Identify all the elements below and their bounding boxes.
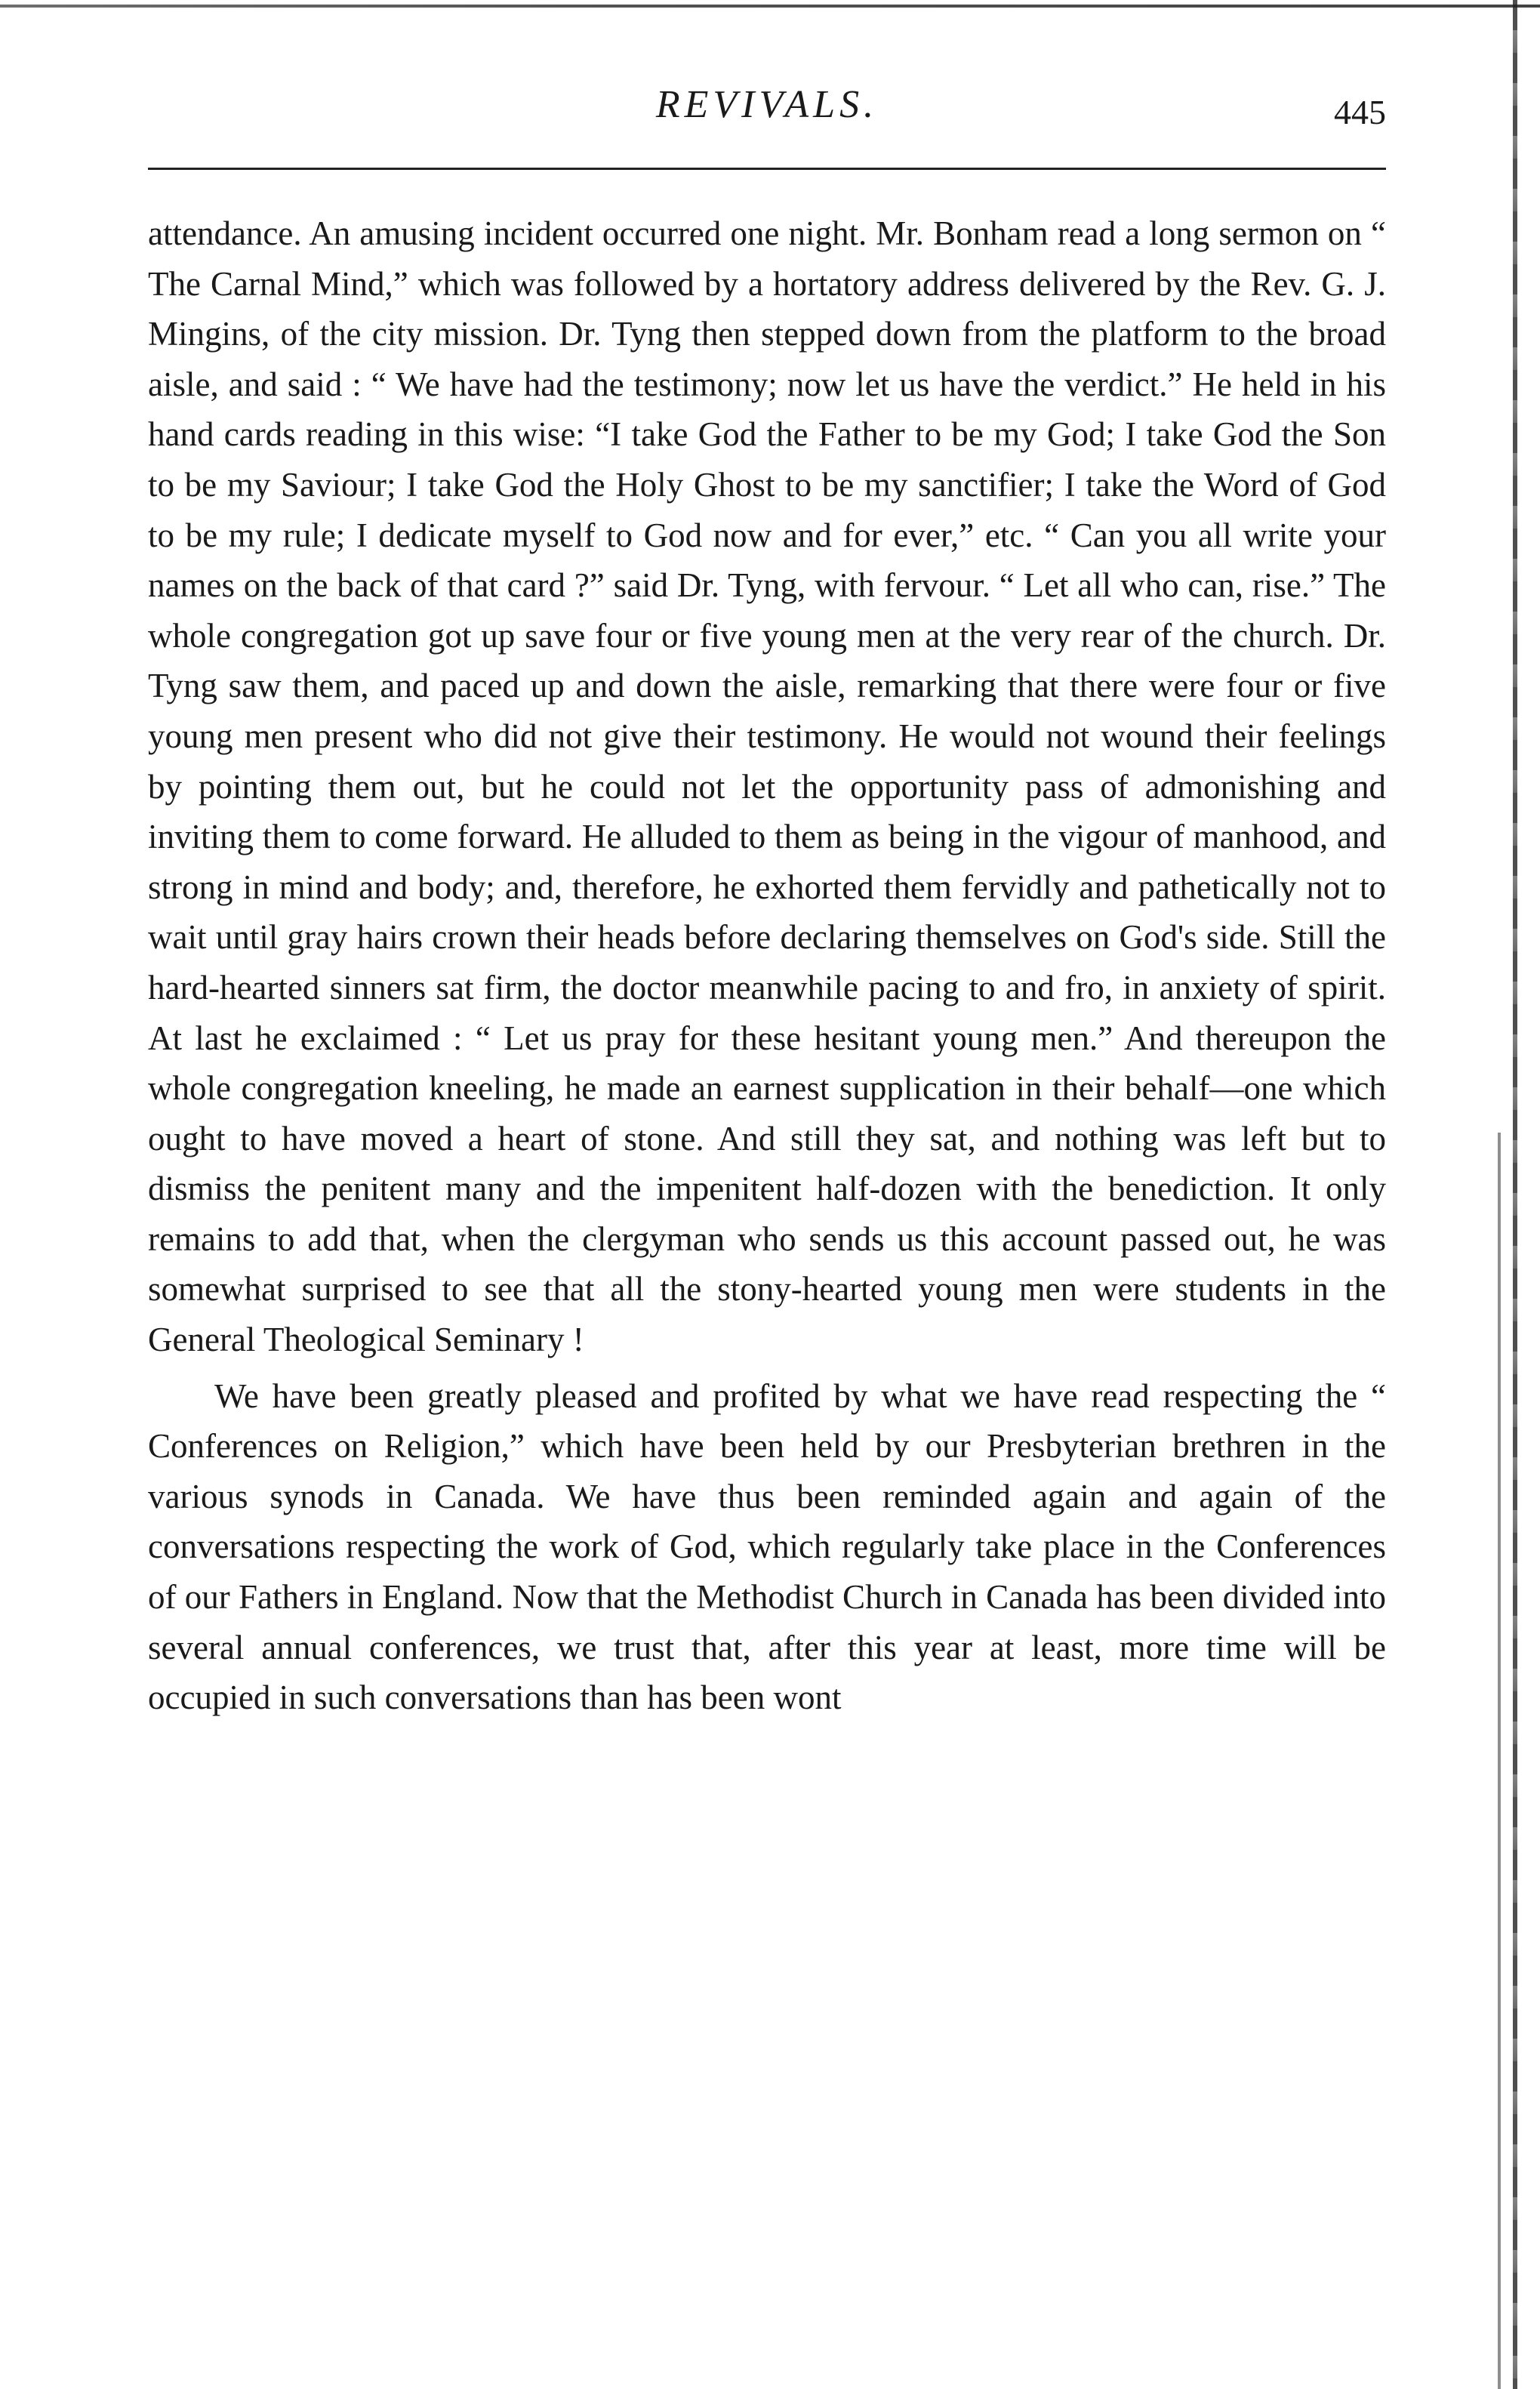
page-number: 445 xyxy=(1334,93,1386,131)
header-rule xyxy=(148,168,1386,170)
running-title: REVIVALS. xyxy=(655,83,879,126)
body-text xyxy=(148,208,1386,1723)
scan-binding-edge xyxy=(1513,0,1517,2389)
page-header xyxy=(148,79,1386,162)
scan-top-edge xyxy=(0,5,1540,8)
scan-binding-shadow xyxy=(1498,1133,1501,2389)
paragraph-1: attendance. An amusing incident occurred one night. Mr. Bonham read a long sermon on “ The Carnal Mind,” which was followed by a hortatory address delivered by the Rev. G. J. Mingins, of the city mission. Dr. Tyng then stepped down from the platform to the broad aisle, and said : “ We have had the testimony; now let us have the verdict.” He held in his hand cards reading in this wise: “I take God the Father to be my God; I take God the Son to be my Saviour; I take God the Holy Ghost to be my sanctifier; I take the Word of God to be my rule; I dedicate myself to God now and for ever,” etc. “ Can you all write your names on the back of that card ?” said Dr. Tyng, with fervour. “ Let all who can, rise.” The whole congregation got up save four or five young men at the very rear of the church. Dr. Tyng saw them, and paced up and down the aisle, remarking that there were four or five young men present who did not give their testimony. He would not wound their feelings by pointing them out, but he could not let the opportunity pass of admonishing and inviting them to come forward. He alluded to them as being in the vigour of manhood, and strong in mind and body; and, therefore, he exhorted them fervidly and pathetically not to wait until gray hairs crown their heads before declaring themselves on God's side. Still the hard-hearted sinners sat firm, the doctor meanwhile pacing to and fro, in anxiety of spirit. At last he exclaimed : “ Let us pray for these hesitant young men.” And thereupon the whole congregation kneeling, he made an earnest supplication in their behalf—one which ought to have moved a heart of stone. And still they sat, and nothing was left but to dismiss the penitent many and the impenitent half-dozen with the benediction. It only remains to add that, when the clergyman who sends us this account passed out, he was somewhat surprised to see that all the stony-hearted young men were students in the General Theological Seminary ! xyxy=(148,214,1386,1359)
paragraph-2: We have been greatly pleased and profited by what we have read respecting the “ Conferences on Religion,” which have been held by our Presbyterian brethren in the various synods in Canada. We have thus been reminded again and again of the conversations respecting the work of God, which regularly take place in the Conferences of our Fathers in England. Now that the Methodist Church in Canada has been divided into several annual conferences, we trust that, after this year at least, more time will be occupied in such conversations than has been wont xyxy=(148,1376,1386,1717)
